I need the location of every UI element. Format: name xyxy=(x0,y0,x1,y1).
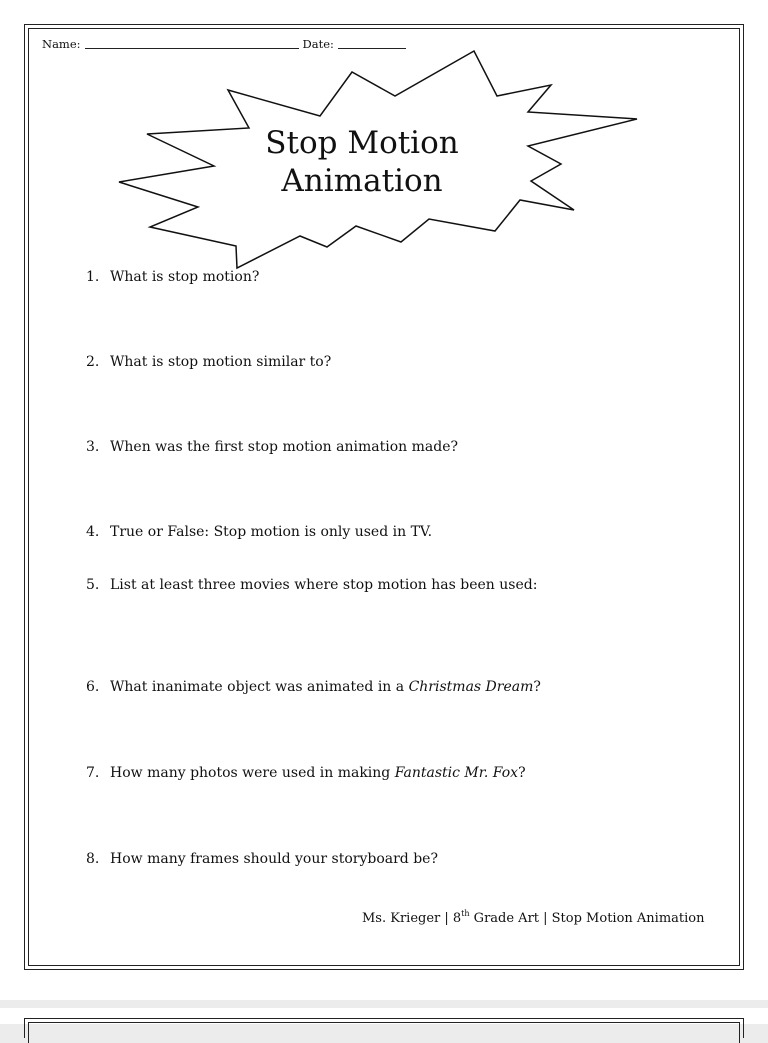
title-line-2: Animation xyxy=(281,163,443,199)
question-6 xyxy=(86,679,541,695)
next-page-border-inner xyxy=(28,1022,740,1043)
footer-course: Grade Art | Stop Motion Animation xyxy=(469,911,705,926)
question-1 xyxy=(86,269,259,285)
footer-ordinal: th xyxy=(461,909,470,918)
question-text: How many frames should your storyboard be? xyxy=(110,851,438,867)
question-number: 8. xyxy=(86,851,100,867)
question-text xyxy=(110,679,541,695)
question-text: What is stop motion? xyxy=(110,269,260,285)
question-2 xyxy=(86,354,331,370)
question-text: What is stop motion similar to? xyxy=(110,354,332,370)
title-line-1: Stop Motion xyxy=(265,125,459,161)
next-page-border xyxy=(24,1018,744,1038)
question-8 xyxy=(86,851,438,867)
question-text: True or False: Stop motion is only used in TV. xyxy=(110,524,433,540)
question-text-before: What inanimate object was animated in a xyxy=(110,679,409,695)
date-label: Date: xyxy=(302,37,334,51)
question-number: 6. xyxy=(86,679,100,695)
question-number: 1. xyxy=(86,269,100,285)
question-number: 2. xyxy=(86,354,100,370)
next-page-edge xyxy=(0,1008,768,1024)
question-text: When was the first stop motion animation made? xyxy=(110,439,458,455)
question-text: List at least three movies where stop motion has been used: xyxy=(110,577,538,593)
question-4 xyxy=(86,524,432,540)
question-5 xyxy=(86,577,537,593)
question-text xyxy=(110,765,526,781)
question-7 xyxy=(86,765,526,781)
name-label: Name: xyxy=(42,37,81,51)
question-3 xyxy=(86,439,458,455)
worksheet-title xyxy=(232,124,492,200)
film-title-fantastic-mr-fox: Fantastic Mr. Fox xyxy=(394,765,519,781)
question-number: 7. xyxy=(86,765,100,781)
question-text-before: How many photos were used in making xyxy=(110,765,395,781)
question-text-after: ? xyxy=(533,679,541,695)
question-number: 5. xyxy=(86,577,100,593)
question-number: 3. xyxy=(86,439,100,455)
film-title-christmas-dream: Christmas Dream xyxy=(408,679,534,695)
footer-teacher: Ms. Krieger | 8 xyxy=(362,911,462,926)
footer-credit xyxy=(362,911,705,926)
question-text-after: ? xyxy=(518,765,526,781)
question-number: 4. xyxy=(86,524,100,540)
